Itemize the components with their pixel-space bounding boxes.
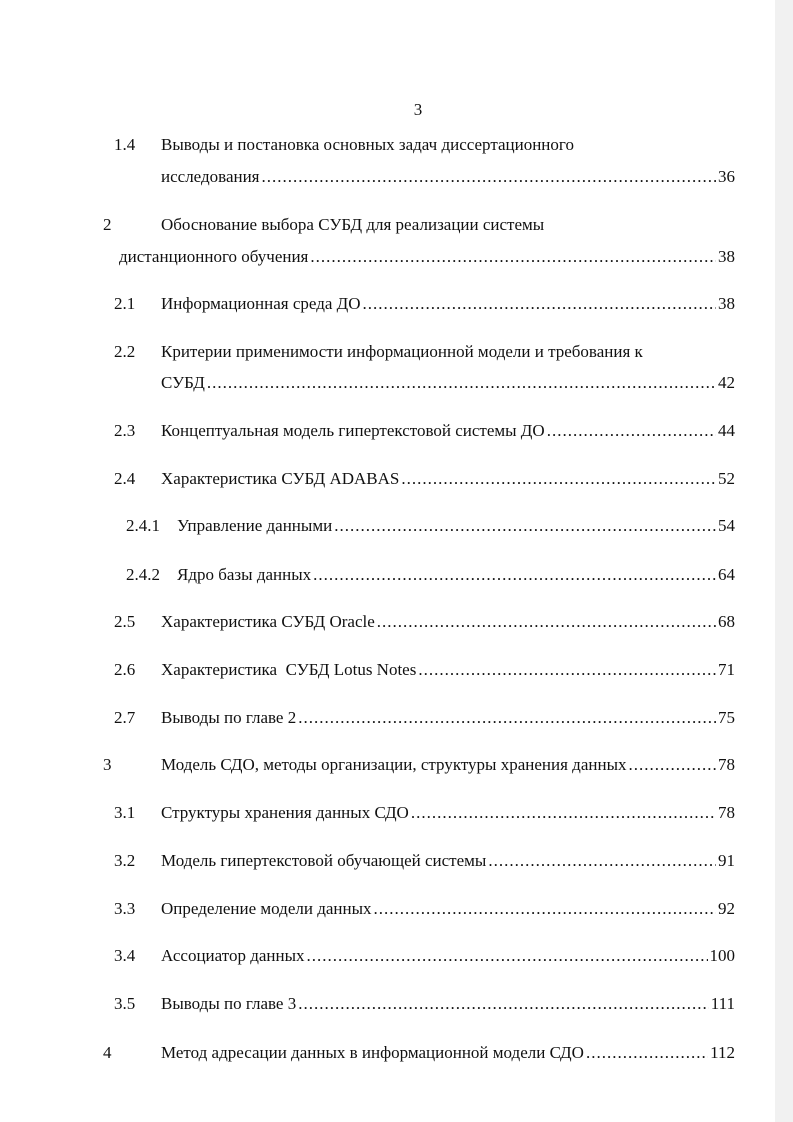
toc-entry-number: 4 [103, 1043, 112, 1062]
toc-entry-page: 68 [718, 612, 735, 631]
toc-entry-page: 112 [710, 1043, 735, 1062]
scan-edge [775, 0, 793, 1122]
toc-entry-title: Концептуальная модель гипертекстовой системы ДО [161, 421, 545, 440]
toc-entry-number: 2.4.2 [126, 565, 160, 584]
toc-entry-page: 52 [718, 469, 735, 488]
toc-leader-dots [418, 660, 716, 680]
toc-entry-page: 100 [709, 946, 735, 965]
toc-leader-dots [334, 516, 716, 536]
toc-entry-page: 71 [718, 660, 735, 679]
toc-entry-title: Выводы по главе 3 [161, 994, 297, 1013]
toc-leader-dots [629, 755, 717, 775]
toc-entry-number: 3.3 [114, 899, 136, 918]
toc-entry-page: 78 [718, 755, 735, 774]
toc-leader-dots [313, 565, 716, 585]
toc-entry-number: 2.5 [114, 612, 136, 631]
toc-leader-dots [262, 167, 716, 187]
toc-entry-title: Определение модели данных [161, 899, 372, 918]
toc-entry-number: 2.1 [114, 294, 136, 313]
toc-entry-page: 111 [710, 994, 735, 1013]
toc-entry-number: 3 [103, 755, 112, 774]
toc-entry-number: 3.4 [114, 946, 136, 965]
toc-entry-title-line1: Критерии применимости информационной модели и требования к [161, 342, 643, 361]
toc-entry-number: 2.7 [114, 708, 136, 727]
toc-entry-page: 64 [718, 565, 735, 584]
toc-entry-number: 2.4 [114, 469, 136, 488]
toc-entry-title: Выводы по главе 2 [161, 708, 297, 727]
toc-entry-number: 2 [103, 215, 112, 234]
toc-entry-title: Метод адресации данных в информационной модели СДО [161, 1043, 584, 1062]
toc-entry-title: исследования [161, 167, 260, 186]
toc-leader-dots [488, 851, 716, 871]
toc-entry-number: 1.4 [114, 135, 136, 154]
toc-entry-number: 2.6 [114, 660, 136, 679]
toc-entry-number: 2.3 [114, 421, 136, 440]
toc-leader-dots [411, 803, 716, 823]
toc-entry-title: Модель СДО, методы организации, структуры хранения данных [161, 755, 627, 774]
toc-entry-number: 3.5 [114, 994, 136, 1013]
toc-entry-title: дистанционного обучения [119, 247, 309, 266]
toc-leader-dots [374, 899, 716, 919]
toc-entry-page: 91 [718, 851, 735, 870]
toc-leader-dots [310, 247, 716, 267]
toc-leader-dots [377, 612, 716, 632]
toc-leader-dots [401, 469, 716, 489]
toc-entry-title: Характеристика СУБД Oracle [161, 612, 375, 631]
toc-entry-title: Управление данными [177, 516, 333, 535]
toc-leader-dots [547, 421, 716, 441]
toc-entry-title: Информационная среда ДО [161, 294, 361, 313]
toc-entry-title: Структуры хранения данных СДО [161, 803, 409, 822]
toc-entry-number: 2.2 [114, 342, 136, 361]
toc-entry-number: 3.1 [114, 803, 136, 822]
toc-entry-title: Характеристика СУБД ADABAS [161, 469, 400, 488]
toc-entry-title: Ядро базы данных [177, 565, 312, 584]
toc-leader-dots [298, 708, 716, 728]
toc-entry-page: 36 [718, 167, 735, 186]
toc-entry-number: 3.2 [114, 851, 136, 870]
toc-entry-page: 75 [718, 708, 735, 727]
toc-entry-page: 54 [718, 516, 735, 535]
page-number: 3 [413, 100, 423, 119]
toc-leader-dots [298, 994, 709, 1014]
toc-entry-page: 38 [718, 294, 735, 313]
toc-entry-title: Модель гипертекстовой обучающей системы [161, 851, 487, 870]
toc-entry-number: 2.4.1 [126, 516, 160, 535]
toc-leader-dots [363, 294, 716, 314]
toc-entry-title-line1: Выводы и постановка основных задач диссертационного [161, 135, 574, 154]
toc-entry-title-line1: Обоснование выбора СУБД для реализации системы [161, 215, 545, 234]
toc-entry-page: 92 [718, 899, 735, 918]
toc-entry-title: Характеристика СУБД Lotus Notes [161, 660, 417, 679]
toc-leader-dots [586, 1043, 708, 1063]
toc-entry-page: 42 [718, 373, 735, 392]
toc-entry-title: СУБД [161, 373, 205, 392]
toc-entry-page: 44 [718, 421, 735, 440]
toc-entry-page: 38 [718, 247, 735, 266]
toc-leader-dots [207, 373, 716, 393]
toc-entry-title: Ассоциатор данных [161, 946, 305, 965]
toc-entry-page: 78 [718, 803, 735, 822]
toc-leader-dots [307, 946, 708, 966]
